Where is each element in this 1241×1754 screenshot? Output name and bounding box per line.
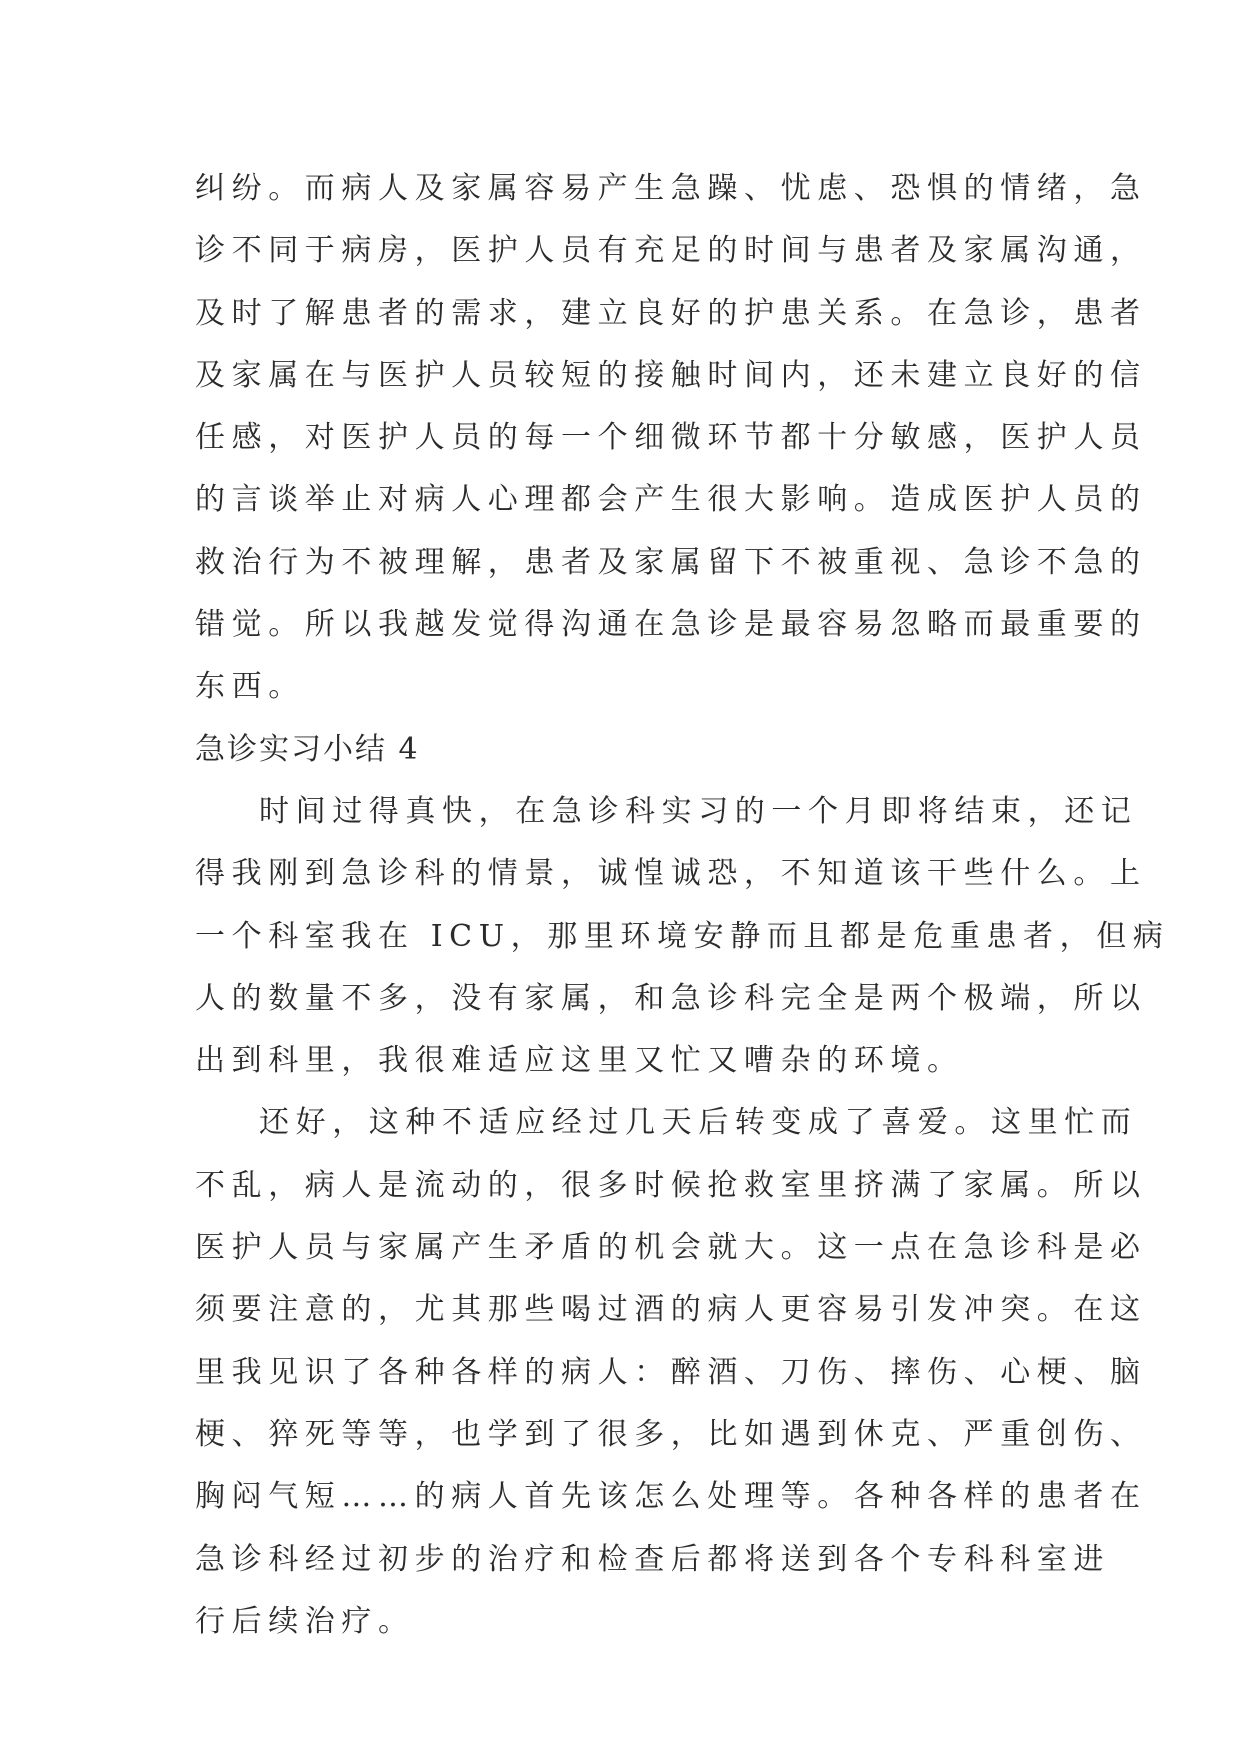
paragraph-line: 东西。 [195, 669, 305, 705]
paragraph-line: 的言谈举止对病人心理都会产生很大影响。造成医护人员的 [195, 482, 1147, 518]
paragraph-line: 诊不同于病房，医护人员有充足的时间与患者及家属沟通， [195, 233, 1147, 269]
section-heading: 急诊实习小结 4 [195, 731, 420, 767]
paragraph-line: 里我见识了各种各样的病人：醉酒、刀伤、摔伤、心梗、脑 [195, 1354, 1147, 1390]
paragraph-line: 行后续治疗。 [195, 1603, 415, 1639]
paragraph-line: 须要注意的，尤其那些喝过酒的病人更容易引发冲突。在这 [195, 1292, 1147, 1328]
paragraph-line: 出到科里，我很难适应这里又忙又嘈杂的环境。 [195, 1043, 964, 1079]
paragraph-line: 还好，这种不适应经过几天后转变成了喜爱。这里忙而 [259, 1105, 1138, 1141]
paragraph-line: 得我刚到急诊科的情景，诚惶诚恐，不知道该干些什么。上 [195, 856, 1147, 892]
paragraph-line: 胸闷气短……的病人首先该怎么处理等。各种各样的患者在 [195, 1479, 1147, 1515]
paragraph-line: 及时了解患者的需求，建立良好的护患关系。在急诊，患者 [195, 295, 1147, 331]
paragraph-line: 不乱，病人是流动的，很多时候抢救室里挤满了家属。所以 [195, 1167, 1147, 1203]
paragraph-line: 急诊科经过初步的治疗和检查后都将送到各个专科科室进 [195, 1541, 1110, 1577]
paragraph-line: 一个科室我在 ICU，那里环境安静而且都是危重患者，但病 [195, 918, 1170, 954]
paragraph-line: 任感，对医护人员的每一个细微环节都十分敏感，医护人员 [195, 420, 1147, 456]
paragraph-line: 及家属在与医护人员较短的接触时间内，还未建立良好的信 [195, 357, 1147, 393]
document-body [195, 158, 1170, 1653]
paragraph-line: 医护人员与家属产生矛盾的机会就大。这一点在急诊科是必 [195, 1230, 1147, 1266]
paragraph-line: 纠纷。而病人及家属容易产生急躁、忧虑、恐惧的情绪，急 [195, 171, 1147, 206]
paragraph-line: 错觉。所以我越发觉得沟通在急诊是最容易忽略而最重要的 [195, 607, 1147, 643]
paragraph-line: 梗、猝死等等，也学到了很多，比如遇到休克、严重创伤、 [195, 1416, 1147, 1452]
paragraph-line: 时间过得真快，在急诊科实习的一个月即将结束，还记 [259, 793, 1138, 829]
paragraph-line: 救治行为不被理解，患者及家属留下不被重视、急诊不急的 [195, 544, 1147, 580]
paragraph-line: 人的数量不多，没有家属，和急诊科完全是两个极端，所以 [195, 980, 1147, 1016]
